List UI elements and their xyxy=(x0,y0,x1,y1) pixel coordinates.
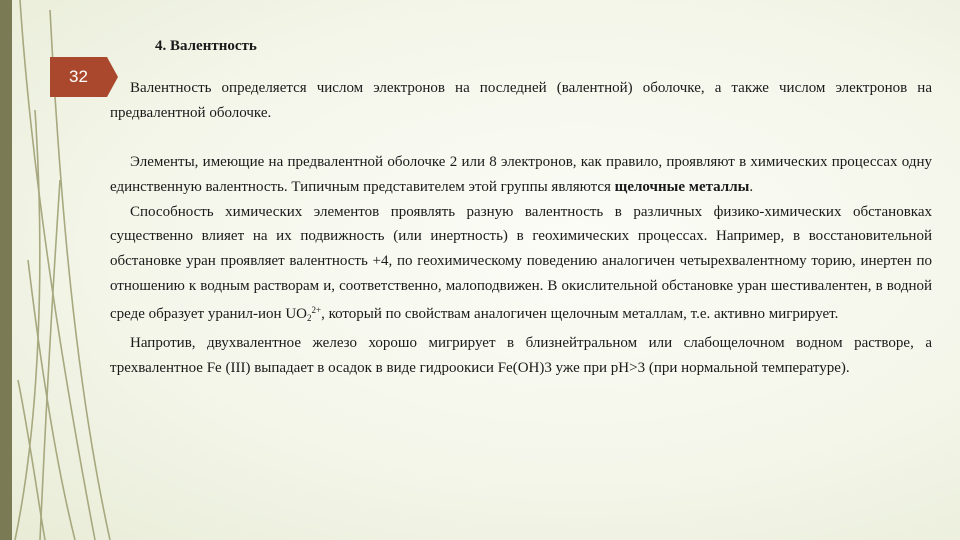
uranyl-superscript: 2+ xyxy=(311,305,322,316)
paragraph-1: Валентность определяется числом электронов на последней (валентной) оболочке, а также числом электронов на предвалентной оболочке. xyxy=(110,80,932,121)
paragraph-4: Напротив, двухвалентное железо хорошо мигрирует в близнейтральном или слабощелочном водном растворе, а трехвалентное Fe (III) выпадает в осадок в виде гидроокиси Fe(OH)3 уже при pH>3 (при нормальной температуре). xyxy=(110,335,932,376)
section-heading: 4. Валентность xyxy=(155,38,257,54)
paragraph-3-text-b: , который по свойствам аналогичен щелочным металлам, т.е. активно мигрирует. xyxy=(321,306,839,323)
paragraph-3-text-a: Способность химических элементов проявлять разную валентность в различных физико-химических обстановках существенно влияет на их подвижность (или инертность) в геохимических процессах. Например, в восстановительной обстановке уран проявляет валентность +4, по геохимическому поведению аналогичен четырехвалентному торию, инертен по отношению к водным растворам и, соответственно, малоподвижен. В окислительной обстановке уран шестивалентен, в водной среде образует уранил-ион UO xyxy=(110,203,932,323)
alkali-metals-bold: щелочные металлы xyxy=(614,178,750,195)
body-text xyxy=(110,76,932,380)
paragraph-2-end: . xyxy=(749,178,754,195)
slide-number: 32 xyxy=(69,67,88,86)
paragraph-2-text: Элементы, имеющие на предвалентной оболочке 2 или 8 электронов, как правило, проявляют в химических процессах одну единственную валентность. Типичным представителем этой группы являются xyxy=(110,154,932,195)
paragraph-3 xyxy=(110,200,932,332)
slide-number-badge xyxy=(50,57,107,97)
uranyl-subscript: 2 xyxy=(307,313,312,324)
paragraph-2 xyxy=(110,150,932,199)
